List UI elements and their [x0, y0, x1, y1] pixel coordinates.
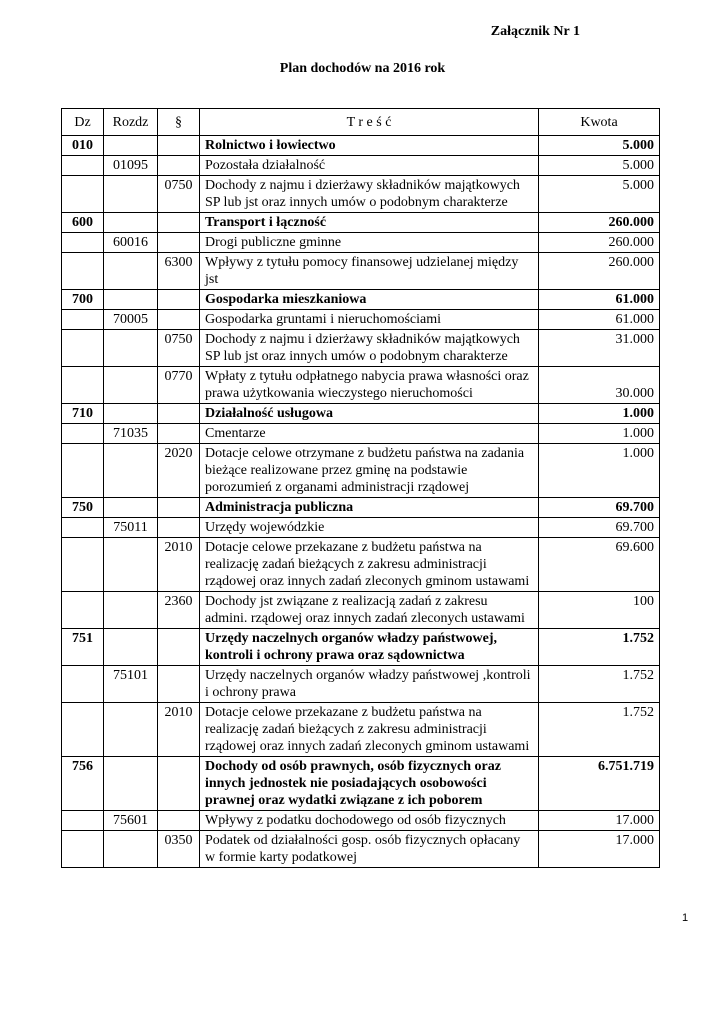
cell-tresc: Pozostała działalność [200, 156, 539, 176]
cell-kwota: 61.000 [539, 310, 660, 330]
cell-rozdz: 75101 [104, 666, 158, 703]
cell-tresc: Transport i łączność [200, 213, 539, 233]
cell-kwota: 5.000 [539, 176, 660, 213]
cell-tresc: Urzędy naczelnych organów władzy państwowej ,kontroli i ochrony prawa [200, 666, 539, 703]
cell-tresc: Urzędy naczelnych organów władzy państwowej, kontroli i ochrony prawa oraz sądownictwa [200, 629, 539, 666]
column-header-paragraph: § [158, 109, 200, 136]
table-row [62, 404, 660, 424]
table-row [62, 757, 660, 811]
cell-dz [62, 538, 104, 592]
cell-kwota: 30.000 [539, 367, 660, 404]
cell-paragraph: 0770 [158, 367, 200, 404]
cell-kwota: 1.000 [539, 444, 660, 498]
cell-kwota: 100 [539, 592, 660, 629]
cell-rozdz [104, 703, 158, 757]
cell-tresc: Działalność usługowa [200, 404, 539, 424]
cell-kwota: 17.000 [539, 811, 660, 831]
cell-paragraph: 2020 [158, 444, 200, 498]
table-row [62, 666, 660, 703]
cell-kwota: 1.000 [539, 424, 660, 444]
cell-tresc: Rolnictwo i łowiectwo [200, 136, 539, 156]
table-row [62, 538, 660, 592]
table-row [62, 518, 660, 538]
cell-rozdz [104, 629, 158, 666]
cell-paragraph: 0350 [158, 831, 200, 868]
cell-kwota: 1.000 [539, 404, 660, 424]
cell-rozdz [104, 538, 158, 592]
table-row [62, 290, 660, 310]
cell-dz: 600 [62, 213, 104, 233]
cell-paragraph [158, 666, 200, 703]
table-row [62, 703, 660, 757]
table-row [62, 310, 660, 330]
cell-rozdz [104, 404, 158, 424]
cell-rozdz: 75601 [104, 811, 158, 831]
cell-rozdz [104, 330, 158, 367]
cell-tresc: Cmentarze [200, 424, 539, 444]
table-row [62, 367, 660, 404]
table-row [62, 330, 660, 367]
cell-paragraph: 6300 [158, 253, 200, 290]
cell-dz [62, 367, 104, 404]
cell-dz [62, 518, 104, 538]
cell-kwota: 1.752 [539, 629, 660, 666]
cell-tresc: Wpływy z tytułu pomocy finansowej udzielanej między jst [200, 253, 539, 290]
table-row [62, 444, 660, 498]
cell-dz: 710 [62, 404, 104, 424]
cell-dz [62, 831, 104, 868]
table-row [62, 176, 660, 213]
document-title: Plan dochodów na 2016 rok [279, 61, 446, 76]
cell-tresc: Wpływy z podatku dochodowego od osób fizycznych [200, 811, 539, 831]
cell-tresc: Dochody jst związane z realizacją zadań z zakresu admini. rządowej oraz innych zadań zleconych ustawami [200, 592, 539, 629]
cell-rozdz: 01095 [104, 156, 158, 176]
cell-rozdz [104, 831, 158, 868]
cell-tresc: Urzędy wojewódzkie [200, 518, 539, 538]
cell-kwota: 69.700 [539, 518, 660, 538]
table-row [62, 498, 660, 518]
cell-dz [62, 811, 104, 831]
cell-tresc: Dotacje celowe przekazane z budżetu państwa na realizację zadań bieżących z zakresu administracji rządowej oraz innych zadań zleconych gminom ustawami [200, 703, 539, 757]
cell-rozdz: 70005 [104, 310, 158, 330]
cell-kwota: 17.000 [539, 831, 660, 868]
column-header-rozdz: Rozdz [104, 109, 158, 136]
cell-kwota: 1.752 [539, 666, 660, 703]
cell-tresc: Dochody od osób prawnych, osób fizycznych oraz innych jednostek nie posiadających osobowości prawnej oraz wydatki związane z ich poborem [200, 757, 539, 811]
cell-dz: 756 [62, 757, 104, 811]
cell-paragraph [158, 424, 200, 444]
table-row [62, 811, 660, 831]
cell-dz: 010 [62, 136, 104, 156]
column-header-dz: Dz [62, 109, 104, 136]
table-header-row [62, 109, 660, 136]
cell-dz [62, 233, 104, 253]
cell-tresc: Administracja publiczna [200, 498, 539, 518]
cell-paragraph [158, 518, 200, 538]
cell-kwota: 31.000 [539, 330, 660, 367]
table-row [62, 136, 660, 156]
cell-tresc: Dochody z najmu i dzierżawy składników majątkowych SP lub jst oraz innych umów o podobnym charakterze [200, 176, 539, 213]
cell-dz [62, 424, 104, 444]
cell-dz [62, 253, 104, 290]
cell-paragraph: 2010 [158, 703, 200, 757]
column-header-tresc: T r e ś ć [200, 109, 539, 136]
cell-rozdz: 60016 [104, 233, 158, 253]
cell-tresc: Wpłaty z tytułu odpłatnego nabycia prawa własności oraz prawa użytkowania wieczystego nieruchomości [200, 367, 539, 404]
cell-kwota: 61.000 [539, 290, 660, 310]
cell-rozdz [104, 290, 158, 310]
cell-tresc: Gospodarka mieszkaniowa [200, 290, 539, 310]
cell-tresc: Dotacje celowe otrzymane z budżetu państwa na zadania bieżące realizowane przez gminę na podstawie porozumień z organami administracji rządowej [200, 444, 539, 498]
cell-rozdz: 71035 [104, 424, 158, 444]
table-row [62, 831, 660, 868]
cell-dz [62, 666, 104, 703]
cell-dz [62, 703, 104, 757]
cell-dz [62, 592, 104, 629]
cell-kwota: 5.000 [539, 156, 660, 176]
cell-paragraph: 0750 [158, 330, 200, 367]
cell-tresc: Podatek od działalności gosp. osób fizycznych opłacany w formie karty podatkowej [200, 831, 539, 868]
cell-rozdz [104, 136, 158, 156]
cell-paragraph [158, 290, 200, 310]
cell-rozdz [104, 757, 158, 811]
cell-kwota: 5.000 [539, 136, 660, 156]
cell-rozdz: 75011 [104, 518, 158, 538]
cell-paragraph: 0750 [158, 176, 200, 213]
cell-kwota: 260.000 [539, 213, 660, 233]
cell-paragraph [158, 629, 200, 666]
cell-tresc: Drogi publiczne gminne [200, 233, 539, 253]
cell-rozdz [104, 592, 158, 629]
cell-dz [62, 330, 104, 367]
cell-dz: 750 [62, 498, 104, 518]
cell-paragraph [158, 404, 200, 424]
cell-dz: 751 [62, 629, 104, 666]
cell-paragraph [158, 136, 200, 156]
page-number: 1 [682, 912, 689, 924]
cell-rozdz [104, 213, 158, 233]
cell-tresc: Gospodarka gruntami i nieruchomościami [200, 310, 539, 330]
cell-kwota: 69.600 [539, 538, 660, 592]
cell-kwota: 69.700 [539, 498, 660, 518]
cell-kwota: 260.000 [539, 253, 660, 290]
cell-kwota: 260.000 [539, 233, 660, 253]
table-row [62, 233, 660, 253]
table-row [62, 213, 660, 233]
cell-paragraph [158, 498, 200, 518]
income-plan-table [61, 108, 660, 868]
table-row [62, 424, 660, 444]
cell-paragraph [158, 213, 200, 233]
table-row [62, 592, 660, 629]
cell-paragraph: 2010 [158, 538, 200, 592]
cell-paragraph [158, 233, 200, 253]
cell-rozdz [104, 444, 158, 498]
cell-kwota: 1.752 [539, 703, 660, 757]
cell-paragraph [158, 757, 200, 811]
cell-paragraph [158, 310, 200, 330]
cell-paragraph [158, 156, 200, 176]
cell-rozdz [104, 176, 158, 213]
cell-dz [62, 310, 104, 330]
cell-paragraph [158, 811, 200, 831]
cell-dz [62, 156, 104, 176]
cell-tresc: Dotacje celowe przekazane z budżetu państwa na realizację zadań bieżących z zakresu administracji rządowej oraz innych zadań zleconych gminom ustawami [200, 538, 539, 592]
cell-rozdz [104, 253, 158, 290]
table-row [62, 253, 660, 290]
table-row [62, 156, 660, 176]
cell-rozdz [104, 367, 158, 404]
table-row [62, 629, 660, 666]
cell-kwota: 6.751.719 [539, 757, 660, 811]
cell-tresc: Dochody z najmu i dzierżawy składników majątkowych SP lub jst oraz innych umów o podobnym charakterze [200, 330, 539, 367]
cell-paragraph: 2360 [158, 592, 200, 629]
attachment-label: Załącznik Nr 1 [490, 24, 580, 39]
cell-dz: 700 [62, 290, 104, 310]
cell-dz [62, 176, 104, 213]
cell-rozdz [104, 498, 158, 518]
cell-dz [62, 444, 104, 498]
column-header-kwota: Kwota [539, 109, 660, 136]
